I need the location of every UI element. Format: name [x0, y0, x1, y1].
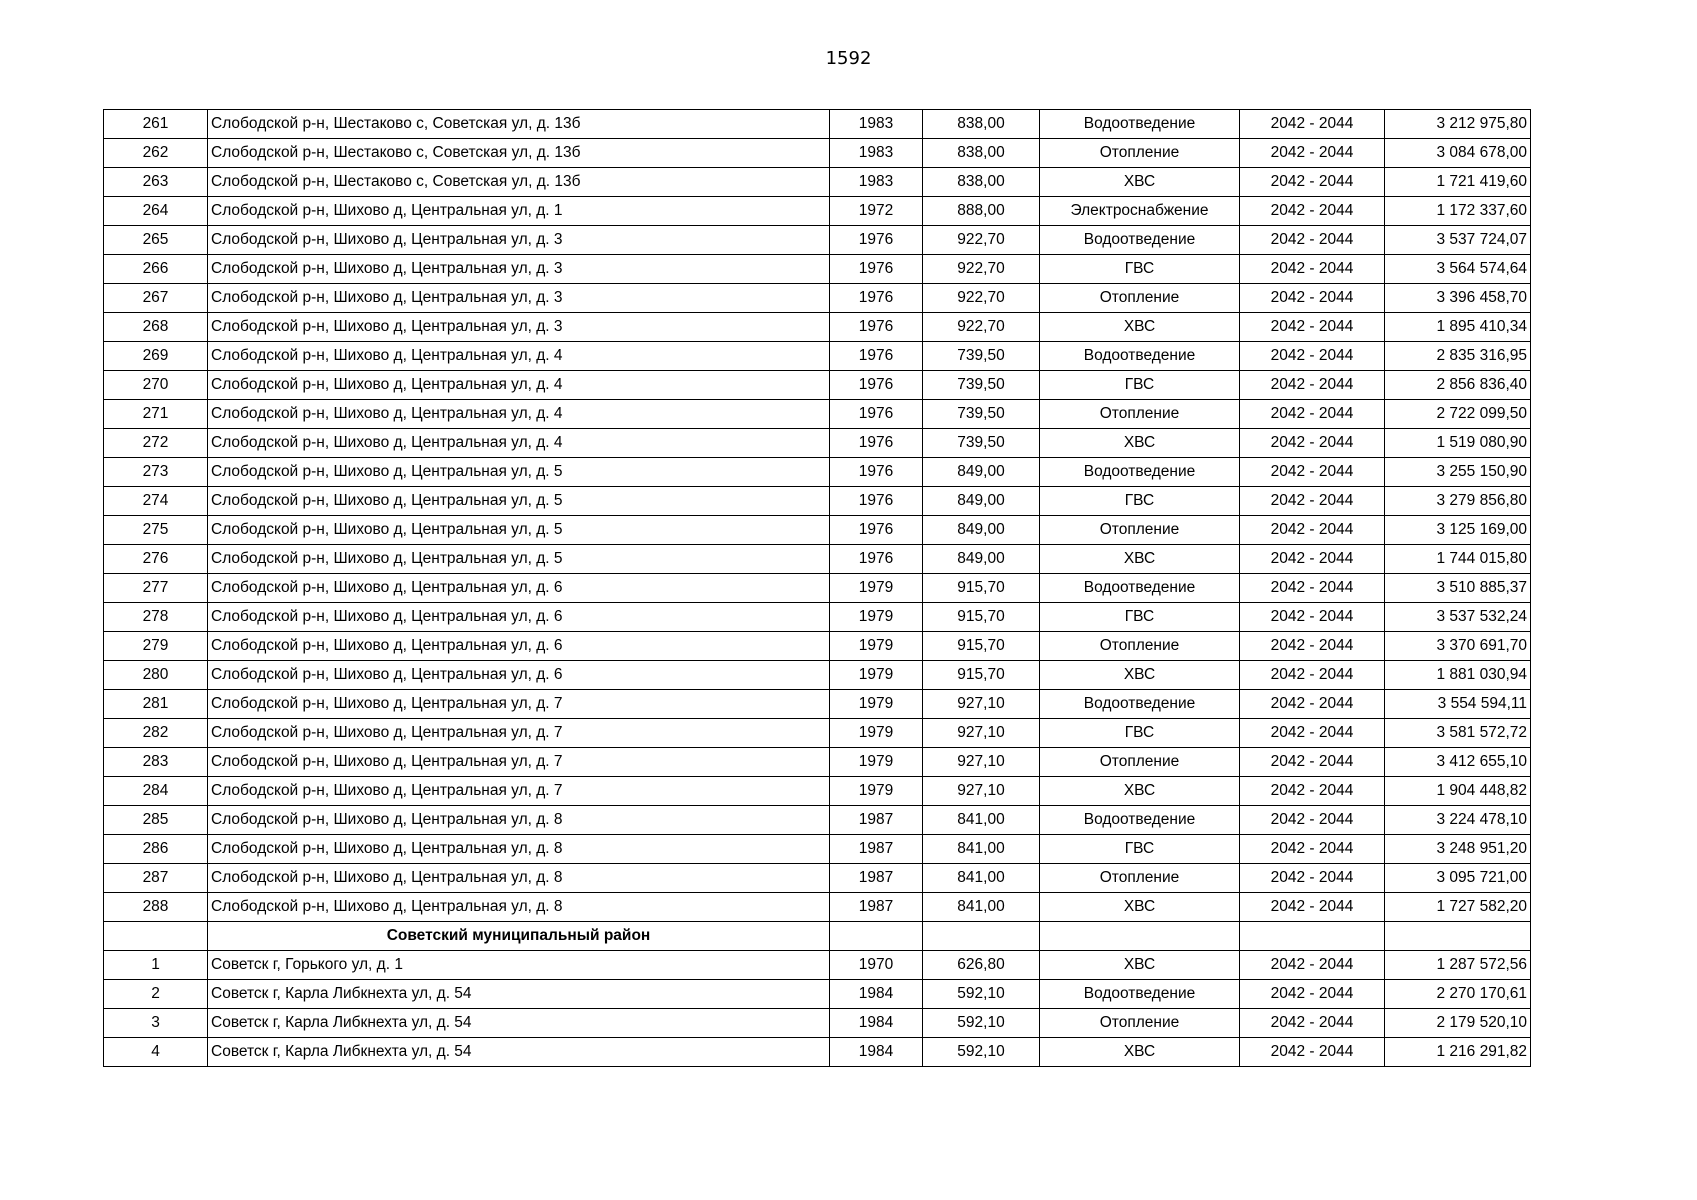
period-cell: 2042 - 2044: [1240, 690, 1385, 719]
section-cell-area: [923, 922, 1040, 951]
year-cell: 1984: [830, 1038, 923, 1067]
year-cell: 1979: [830, 690, 923, 719]
area-cell: 838,00: [923, 168, 1040, 197]
area-cell: 841,00: [923, 893, 1040, 922]
row-number: 3: [104, 1009, 208, 1038]
address-cell: Слободской р-н, Шихово д, Центральная ул, д. 7: [208, 719, 830, 748]
cost-cell: 1 721 419,60: [1385, 168, 1531, 197]
period-cell: 2042 - 2044: [1240, 371, 1385, 400]
period-cell: 2042 - 2044: [1240, 110, 1385, 139]
year-cell: 1976: [830, 255, 923, 284]
work-type-cell: ХВС: [1040, 1038, 1240, 1067]
address-cell: Советск г, Горького ул, д. 1: [208, 951, 830, 980]
period-cell: 2042 - 2044: [1240, 226, 1385, 255]
work-type-cell: Водоотведение: [1040, 806, 1240, 835]
table-row: [104, 139, 1531, 168]
area-cell: 592,10: [923, 1038, 1040, 1067]
period-cell: 2042 - 2044: [1240, 574, 1385, 603]
cost-cell: 1 727 582,20: [1385, 893, 1531, 922]
period-cell: 2042 - 2044: [1240, 893, 1385, 922]
area-cell: 915,70: [923, 603, 1040, 632]
table-row: [104, 342, 1531, 371]
cost-cell: 3 212 975,80: [1385, 110, 1531, 139]
year-cell: 1979: [830, 574, 923, 603]
table-row: [104, 1038, 1531, 1067]
row-number: 280: [104, 661, 208, 690]
area-cell: 915,70: [923, 661, 1040, 690]
work-type-cell: Отопление: [1040, 864, 1240, 893]
table-row: [104, 632, 1531, 661]
address-cell: Слободской р-н, Шихово д, Центральная ул, д. 3: [208, 255, 830, 284]
period-cell: 2042 - 2044: [1240, 951, 1385, 980]
work-type-cell: Отопление: [1040, 1009, 1240, 1038]
work-type-cell: Отопление: [1040, 139, 1240, 168]
period-cell: 2042 - 2044: [1240, 255, 1385, 284]
section-cell-year: [830, 922, 923, 951]
period-cell: 2042 - 2044: [1240, 603, 1385, 632]
cost-cell: 2 179 520,10: [1385, 1009, 1531, 1038]
row-number: 276: [104, 545, 208, 574]
cost-cell: 3 248 951,20: [1385, 835, 1531, 864]
address-cell: Слободской р-н, Шихово д, Центральная ул, д. 4: [208, 400, 830, 429]
address-cell: Слободской р-н, Шихово д, Центральная ул, д. 6: [208, 574, 830, 603]
period-cell: 2042 - 2044: [1240, 864, 1385, 893]
year-cell: 1987: [830, 835, 923, 864]
work-type-cell: Отопление: [1040, 284, 1240, 313]
table-row: [104, 806, 1531, 835]
period-cell: 2042 - 2044: [1240, 429, 1385, 458]
table-row: [104, 719, 1531, 748]
cost-cell: 2 270 170,61: [1385, 980, 1531, 1009]
work-type-cell: ГВС: [1040, 487, 1240, 516]
table-body-slobodskoy: [104, 110, 1531, 922]
row-number: 286: [104, 835, 208, 864]
period-cell: 2042 - 2044: [1240, 980, 1385, 1009]
table-row: [104, 574, 1531, 603]
year-cell: 1972: [830, 197, 923, 226]
address-cell: Слободской р-н, Шихово д, Центральная ул, д. 5: [208, 458, 830, 487]
area-cell: 739,50: [923, 400, 1040, 429]
cost-cell: 3 095 721,00: [1385, 864, 1531, 893]
row-number: 271: [104, 400, 208, 429]
period-cell: 2042 - 2044: [1240, 284, 1385, 313]
section-cell-cost: [1385, 922, 1531, 951]
period-cell: 2042 - 2044: [1240, 168, 1385, 197]
section-cell-work: [1040, 922, 1240, 951]
section-cell-num: [104, 922, 208, 951]
cost-cell: 3 279 856,80: [1385, 487, 1531, 516]
work-type-cell: ГВС: [1040, 603, 1240, 632]
period-cell: 2042 - 2044: [1240, 487, 1385, 516]
area-cell: 922,70: [923, 226, 1040, 255]
row-number: 263: [104, 168, 208, 197]
cost-cell: 2 722 099,50: [1385, 400, 1531, 429]
row-number: 285: [104, 806, 208, 835]
area-cell: 927,10: [923, 719, 1040, 748]
table-row: [104, 284, 1531, 313]
period-cell: 2042 - 2044: [1240, 458, 1385, 487]
work-type-cell: ХВС: [1040, 545, 1240, 574]
area-cell: 849,00: [923, 545, 1040, 574]
address-cell: Слободской р-н, Шихово д, Центральная ул, д. 5: [208, 545, 830, 574]
row-number: 288: [104, 893, 208, 922]
work-type-cell: ГВС: [1040, 719, 1240, 748]
row-number: 267: [104, 284, 208, 313]
cost-cell: 3 084 678,00: [1385, 139, 1531, 168]
section-row: [104, 922, 1531, 951]
period-cell: 2042 - 2044: [1240, 400, 1385, 429]
area-cell: 592,10: [923, 980, 1040, 1009]
row-number: 277: [104, 574, 208, 603]
year-cell: 1987: [830, 806, 923, 835]
table-row: [104, 400, 1531, 429]
period-cell: 2042 - 2044: [1240, 777, 1385, 806]
work-type-cell: Водоотведение: [1040, 458, 1240, 487]
work-type-cell: Отопление: [1040, 400, 1240, 429]
work-type-cell: Водоотведение: [1040, 980, 1240, 1009]
area-cell: 915,70: [923, 632, 1040, 661]
row-number: 287: [104, 864, 208, 893]
period-cell: 2042 - 2044: [1240, 719, 1385, 748]
table-row: [104, 226, 1531, 255]
row-number: 268: [104, 313, 208, 342]
row-number: 266: [104, 255, 208, 284]
year-cell: 1983: [830, 168, 923, 197]
table-row: [104, 487, 1531, 516]
row-number: 1: [104, 951, 208, 980]
table-row: [104, 313, 1531, 342]
cost-cell: 3 564 574,64: [1385, 255, 1531, 284]
cost-cell: 3 412 655,10: [1385, 748, 1531, 777]
year-cell: 1979: [830, 661, 923, 690]
area-cell: 849,00: [923, 487, 1040, 516]
year-cell: 1979: [830, 777, 923, 806]
year-cell: 1976: [830, 226, 923, 255]
period-cell: 2042 - 2044: [1240, 835, 1385, 864]
year-cell: 1976: [830, 429, 923, 458]
row-number: 284: [104, 777, 208, 806]
table-row: [104, 197, 1531, 226]
cost-cell: 3 510 885,37: [1385, 574, 1531, 603]
row-number: 279: [104, 632, 208, 661]
address-cell: Слободской р-н, Шихово д, Центральная ул, д. 5: [208, 516, 830, 545]
address-cell: Слободской р-н, Шихово д, Центральная ул, д. 3: [208, 313, 830, 342]
table-row: [104, 545, 1531, 574]
period-cell: 2042 - 2044: [1240, 1038, 1385, 1067]
area-cell: 922,70: [923, 255, 1040, 284]
area-cell: 739,50: [923, 371, 1040, 400]
year-cell: 1976: [830, 400, 923, 429]
year-cell: 1984: [830, 980, 923, 1009]
row-number: 274: [104, 487, 208, 516]
table-row: [104, 110, 1531, 139]
row-number: 270: [104, 371, 208, 400]
address-cell: Слободской р-н, Шихово д, Центральная ул, д. 1: [208, 197, 830, 226]
address-cell: Слободской р-н, Шихово д, Центральная ул, д. 3: [208, 226, 830, 255]
address-cell: Слободской р-н, Шихово д, Центральная ул, д. 8: [208, 864, 830, 893]
table-row: [104, 255, 1531, 284]
address-cell: Слободской р-н, Шихово д, Центральная ул, д. 4: [208, 429, 830, 458]
cost-cell: 3 255 150,90: [1385, 458, 1531, 487]
work-type-cell: ГВС: [1040, 255, 1240, 284]
area-cell: 888,00: [923, 197, 1040, 226]
period-cell: 2042 - 2044: [1240, 313, 1385, 342]
cost-cell: 1 904 448,82: [1385, 777, 1531, 806]
year-cell: 1970: [830, 951, 923, 980]
row-number: 265: [104, 226, 208, 255]
address-cell: Слободской р-н, Шихово д, Центральная ул, д. 7: [208, 748, 830, 777]
cost-cell: 1 287 572,56: [1385, 951, 1531, 980]
year-cell: 1976: [830, 545, 923, 574]
cost-cell: 1 895 410,34: [1385, 313, 1531, 342]
cost-cell: 1 881 030,94: [1385, 661, 1531, 690]
work-type-cell: ГВС: [1040, 835, 1240, 864]
area-cell: 626,80: [923, 951, 1040, 980]
work-type-cell: ХВС: [1040, 661, 1240, 690]
row-number: 2: [104, 980, 208, 1009]
address-cell: Слободской р-н, Шихово д, Центральная ул, д. 8: [208, 893, 830, 922]
year-cell: 1984: [830, 1009, 923, 1038]
row-number: 281: [104, 690, 208, 719]
row-number: 4: [104, 1038, 208, 1067]
cost-cell: 2 835 316,95: [1385, 342, 1531, 371]
address-cell: Слободской р-н, Шихово д, Центральная ул, д. 7: [208, 777, 830, 806]
work-type-cell: Отопление: [1040, 516, 1240, 545]
address-cell: Слободской р-н, Шестаково с, Советская ул, д. 13б: [208, 168, 830, 197]
period-cell: 2042 - 2044: [1240, 342, 1385, 371]
work-type-cell: Водоотведение: [1040, 574, 1240, 603]
row-number: 278: [104, 603, 208, 632]
area-cell: 922,70: [923, 313, 1040, 342]
table-row: [104, 516, 1531, 545]
table-row: [104, 748, 1531, 777]
period-cell: 2042 - 2044: [1240, 806, 1385, 835]
table-row: [104, 951, 1531, 980]
area-cell: 841,00: [923, 806, 1040, 835]
year-cell: 1976: [830, 284, 923, 313]
area-cell: 927,10: [923, 748, 1040, 777]
work-type-cell: Водоотведение: [1040, 342, 1240, 371]
period-cell: 2042 - 2044: [1240, 661, 1385, 690]
address-cell: Слободской р-н, Шихово д, Центральная ул, д. 7: [208, 690, 830, 719]
row-number: 264: [104, 197, 208, 226]
table-row: [104, 864, 1531, 893]
work-type-cell: ХВС: [1040, 429, 1240, 458]
table-row: [104, 690, 1531, 719]
work-type-cell: Водоотведение: [1040, 110, 1240, 139]
year-cell: 1983: [830, 139, 923, 168]
work-type-cell: ГВС: [1040, 371, 1240, 400]
period-cell: 2042 - 2044: [1240, 197, 1385, 226]
area-cell: 849,00: [923, 516, 1040, 545]
row-number: 269: [104, 342, 208, 371]
work-type-cell: ХВС: [1040, 777, 1240, 806]
cost-cell: 3 554 594,11: [1385, 690, 1531, 719]
year-cell: 1976: [830, 458, 923, 487]
area-cell: 739,50: [923, 429, 1040, 458]
cost-cell: 2 856 836,40: [1385, 371, 1531, 400]
row-number: 273: [104, 458, 208, 487]
cost-cell: 1 519 080,90: [1385, 429, 1531, 458]
work-type-cell: Отопление: [1040, 632, 1240, 661]
year-cell: 1976: [830, 371, 923, 400]
address-cell: Слободской р-н, Шестаково с, Советская ул, д. 13б: [208, 139, 830, 168]
area-cell: 739,50: [923, 342, 1040, 371]
address-cell: Советск г, Карла Либкнехта ул, д. 54: [208, 1009, 830, 1038]
year-cell: 1983: [830, 110, 923, 139]
row-number: 275: [104, 516, 208, 545]
table-row: [104, 603, 1531, 632]
cost-cell: 3 537 724,07: [1385, 226, 1531, 255]
address-cell: Слободской р-н, Шестаково с, Советская ул, д. 13б: [208, 110, 830, 139]
period-cell: 2042 - 2044: [1240, 632, 1385, 661]
year-cell: 1976: [830, 313, 923, 342]
address-cell: Слободской р-н, Шихово д, Центральная ул, д. 3: [208, 284, 830, 313]
table-row: [104, 835, 1531, 864]
work-type-cell: ХВС: [1040, 168, 1240, 197]
area-cell: 841,00: [923, 835, 1040, 864]
area-cell: 838,00: [923, 110, 1040, 139]
section-cell-period: [1240, 922, 1385, 951]
year-cell: 1976: [830, 516, 923, 545]
address-cell: Слободской р-н, Шихово д, Центральная ул, д. 6: [208, 632, 830, 661]
work-type-cell: Водоотведение: [1040, 690, 1240, 719]
year-cell: 1979: [830, 719, 923, 748]
year-cell: 1979: [830, 748, 923, 777]
area-cell: 849,00: [923, 458, 1040, 487]
cost-cell: 3 396 458,70: [1385, 284, 1531, 313]
table-row: [104, 661, 1531, 690]
registry-table: [103, 109, 1531, 1067]
address-cell: Слободской р-н, Шихово д, Центральная ул, д. 5: [208, 487, 830, 516]
address-cell: Слободской р-н, Шихово д, Центральная ул, д. 6: [208, 603, 830, 632]
year-cell: 1987: [830, 893, 923, 922]
table-row: [104, 458, 1531, 487]
address-cell: Советск г, Карла Либкнехта ул, д. 54: [208, 980, 830, 1009]
work-type-cell: ХВС: [1040, 313, 1240, 342]
period-cell: 2042 - 2044: [1240, 545, 1385, 574]
period-cell: 2042 - 2044: [1240, 516, 1385, 545]
area-cell: 915,70: [923, 574, 1040, 603]
row-number: 261: [104, 110, 208, 139]
year-cell: 1979: [830, 632, 923, 661]
section-row-group: [104, 922, 1531, 951]
cost-cell: 3 537 532,24: [1385, 603, 1531, 632]
period-cell: 2042 - 2044: [1240, 748, 1385, 777]
address-cell: Слободской р-н, Шихово д, Центральная ул, д. 4: [208, 371, 830, 400]
work-type-cell: Электроснабжение: [1040, 197, 1240, 226]
table-row: [104, 1009, 1531, 1038]
cost-cell: 1 172 337,60: [1385, 197, 1531, 226]
work-type-cell: ХВС: [1040, 893, 1240, 922]
cost-cell: 1 744 015,80: [1385, 545, 1531, 574]
work-type-cell: Отопление: [1040, 748, 1240, 777]
area-cell: 927,10: [923, 690, 1040, 719]
address-cell: Слободской р-н, Шихово д, Центральная ул, д. 8: [208, 806, 830, 835]
year-cell: 1976: [830, 342, 923, 371]
row-number: 283: [104, 748, 208, 777]
work-type-cell: ХВС: [1040, 951, 1240, 980]
year-cell: 1976: [830, 487, 923, 516]
area-cell: 841,00: [923, 864, 1040, 893]
address-cell: Слободской р-н, Шихово д, Центральная ул, д. 8: [208, 835, 830, 864]
cost-cell: 3 370 691,70: [1385, 632, 1531, 661]
address-cell: Слободской р-н, Шихово д, Центральная ул, д. 4: [208, 342, 830, 371]
table-row: [104, 429, 1531, 458]
table-row: [104, 168, 1531, 197]
row-number: 262: [104, 139, 208, 168]
address-cell: Советск г, Карла Либкнехта ул, д. 54: [208, 1038, 830, 1067]
table-row: [104, 893, 1531, 922]
section-title: Советский муниципальный район: [208, 922, 830, 951]
cost-cell: 3 125 169,00: [1385, 516, 1531, 545]
cost-cell: 1 216 291,82: [1385, 1038, 1531, 1067]
area-cell: 922,70: [923, 284, 1040, 313]
row-number: 272: [104, 429, 208, 458]
area-cell: 838,00: [923, 139, 1040, 168]
page-number: 1592: [825, 48, 872, 69]
table-row: [104, 980, 1531, 1009]
year-cell: 1979: [830, 603, 923, 632]
row-number: 282: [104, 719, 208, 748]
table-row: [104, 371, 1531, 400]
period-cell: 2042 - 2044: [1240, 139, 1385, 168]
area-cell: 927,10: [923, 777, 1040, 806]
table-body-sovetsky: [104, 951, 1531, 1067]
area-cell: 592,10: [923, 1009, 1040, 1038]
cost-cell: 3 224 478,10: [1385, 806, 1531, 835]
year-cell: 1987: [830, 864, 923, 893]
cost-cell: 3 581 572,72: [1385, 719, 1531, 748]
table-row: [104, 777, 1531, 806]
period-cell: 2042 - 2044: [1240, 1009, 1385, 1038]
address-cell: Слободской р-н, Шихово д, Центральная ул, д. 6: [208, 661, 830, 690]
work-type-cell: Водоотведение: [1040, 226, 1240, 255]
